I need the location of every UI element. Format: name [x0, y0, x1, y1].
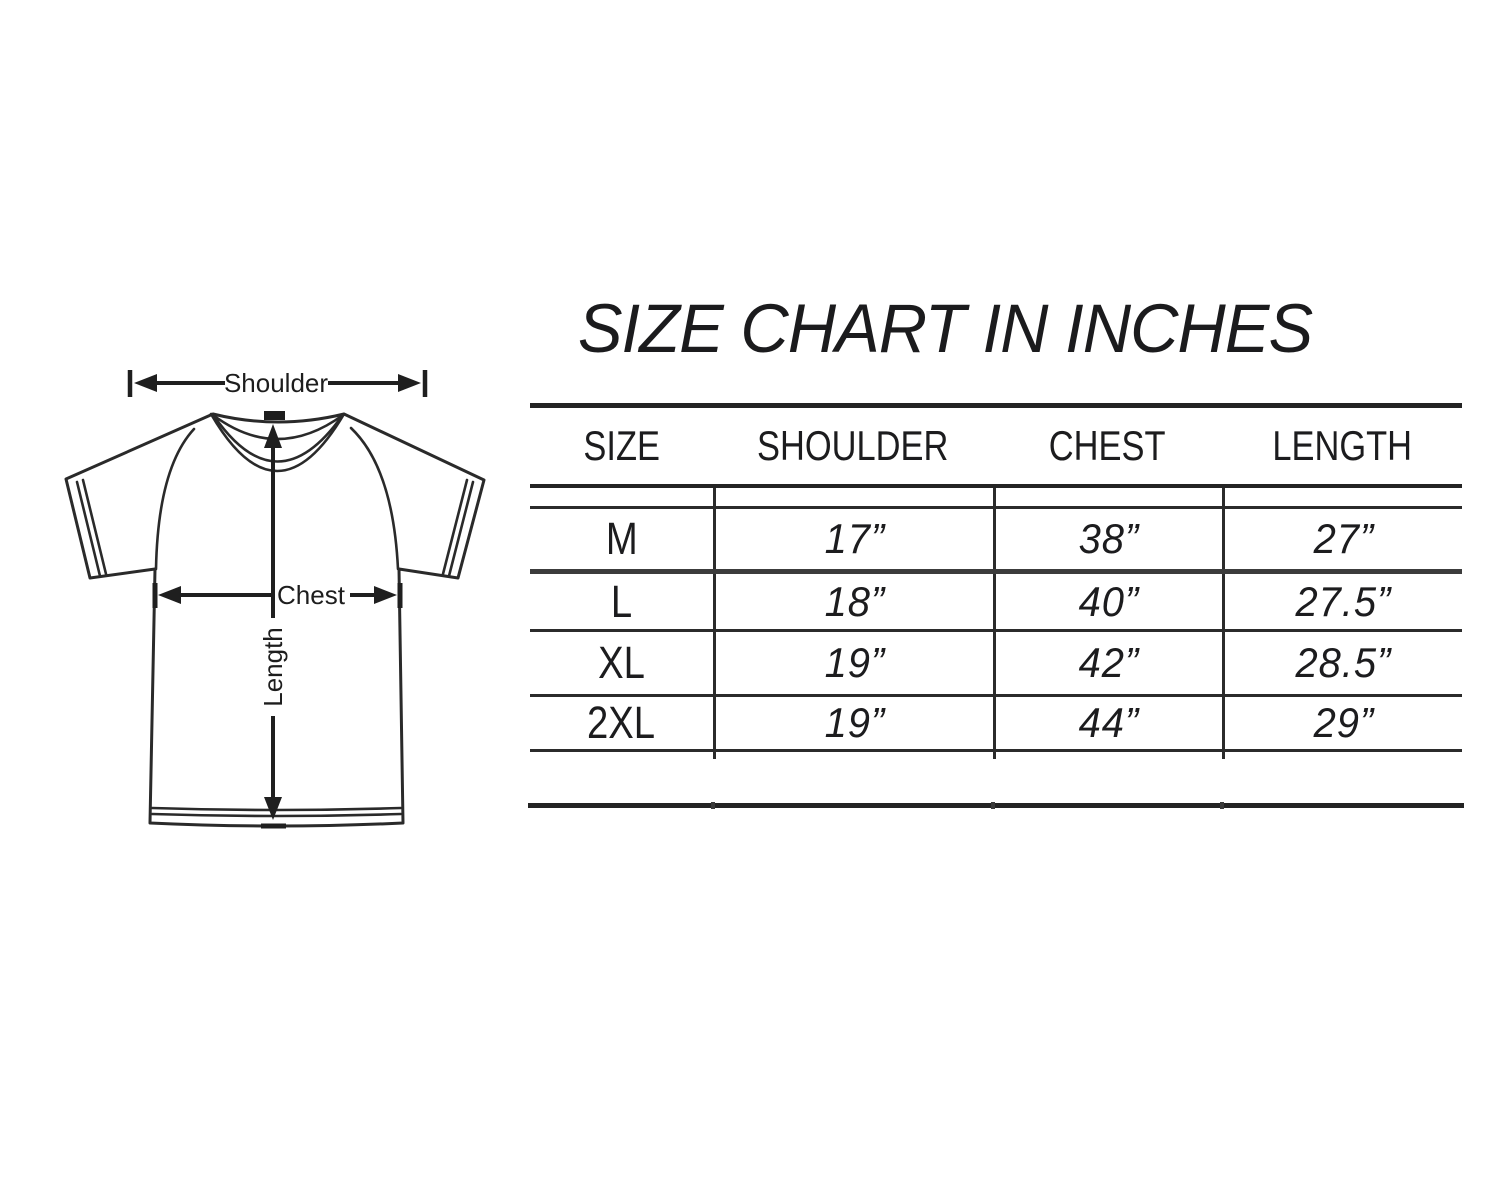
- cell-size: XL: [598, 637, 645, 688]
- shoulder-right-arrowhead: [398, 374, 421, 392]
- bottom-rule-tick: [711, 802, 715, 809]
- cell-chest: 40”: [993, 574, 1222, 629]
- length-dimension-label: Length: [258, 627, 288, 707]
- table-row-xl: [530, 632, 1462, 697]
- header-cell-chest: CHEST: [1049, 422, 1166, 469]
- cell-chest: 38”: [993, 509, 1222, 569]
- table-header-row: [530, 408, 1462, 488]
- table-row-l: [530, 574, 1462, 632]
- cell-shoulder: 18”: [713, 574, 993, 629]
- cell-chest: 44”: [993, 697, 1222, 749]
- size-table: [530, 403, 1462, 808]
- cell-size: L: [610, 575, 633, 627]
- table-row-m: [530, 509, 1462, 574]
- cell-size: M: [605, 513, 638, 564]
- cell-length: 27”: [1222, 509, 1462, 569]
- cell-size: 2XL: [587, 697, 656, 748]
- cell-length: 29”: [1222, 697, 1462, 749]
- bottom-rule-tick: [1220, 802, 1224, 809]
- cell-length: 28.5”: [1222, 632, 1462, 694]
- shoulder-dimension-label: Shoulder: [223, 368, 329, 398]
- cell-shoulder: 17”: [713, 509, 993, 569]
- cell-chest: 42”: [993, 632, 1222, 694]
- table-bottom-rule: [528, 803, 1464, 808]
- header-cell-size: SIZE: [583, 422, 660, 469]
- table-spacer-row: [530, 488, 1462, 509]
- collar-tab: [264, 411, 285, 420]
- cell-length: 27.5”: [1222, 574, 1462, 629]
- header-cell-shoulder: SHOULDER: [757, 422, 949, 469]
- cell-shoulder: 19”: [713, 697, 993, 749]
- table-row-2xl: [530, 697, 1462, 752]
- cell-shoulder: 19”: [713, 632, 993, 694]
- page-title: SIZE CHART IN INCHES: [577, 290, 1313, 367]
- chest-dimension-label: Chest: [277, 580, 345, 610]
- table-column-line-extension: [530, 752, 1462, 759]
- bottom-rule-tick: [991, 802, 995, 809]
- header-cell-length: LENGTH: [1272, 422, 1412, 469]
- shoulder-left-arrowhead: [134, 374, 157, 392]
